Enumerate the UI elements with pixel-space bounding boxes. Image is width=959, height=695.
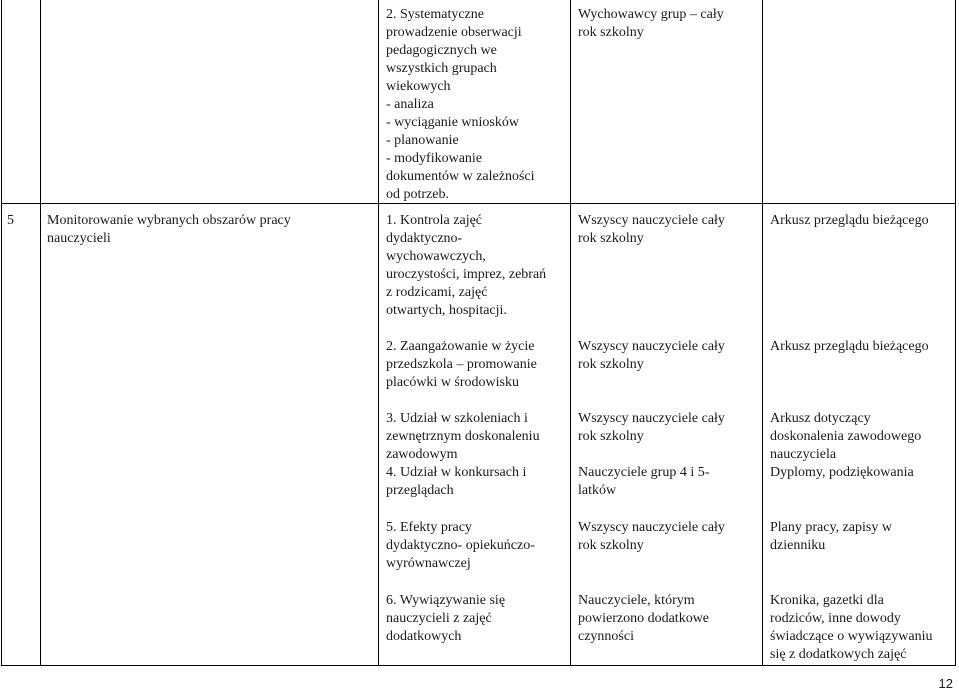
responsible-2: Wszyscy nauczyciele cały rok szkolny (578, 339, 725, 372)
table-border-bottom (1, 665, 956, 666)
responsible-6: Nauczyciele, którym powierzono dodatkowe czynności (578, 593, 710, 644)
table-border-right (955, 0, 956, 665)
table-border-left (1, 0, 2, 665)
responsible-1: Wszyscy nauczyciele cały rok szkolny (578, 213, 725, 246)
activity-3-4: 3. Udział w szkoleniach i zewnętrznym doskonaleniu zawodowym 4. Udział w konkursach i przeglądach (386, 411, 540, 498)
table-divider-4 (762, 0, 763, 665)
responsible-5: Wszyscy nauczyciele cały rok szkolny (578, 520, 725, 553)
activity-5: 5. Efekty pracy dydaktyczno- opiekuńczo- wyrównawczej (386, 520, 535, 571)
row-number: 5 (7, 213, 14, 228)
evidence-6: Kronika, gazetki dla rodziców, inne dowody świadczące o wywiązywaniu się z dodatkowych zajęć (770, 593, 933, 662)
page-number: 12 (938, 676, 953, 691)
activity-systematic-observation: 2. Systematyczne prowadzenie obserwacji pedagogicznych we wszystkich grupach wiekowych - analiza - wyciąganie wniosków - planowanie - modyfikowanie dokumentów w zależności od potrzeb. (386, 7, 535, 202)
responsible-teachers-groups: Wychowawcy grup – cały rok szkolny (578, 7, 724, 40)
activity-2: 2. Zaangażowanie w życie przedszkola – promowanie placówki w środowisku (386, 339, 537, 390)
table-divider-2 (378, 0, 379, 665)
evidence-2: Arkusz przeglądu bieżącego (770, 339, 929, 354)
responsible-3-4: Wszyscy nauczyciele cały rok szkolny Nauczyciele grup 4 i 5- latków (578, 411, 725, 498)
evidence-3-4: Arkusz dotyczący doskonalenia zawodowego nauczyciela Dyplomy, podziękowania (770, 411, 922, 480)
activity-6: 6. Wywiązywanie się nauczycieli z zajęć dodatkowych (386, 593, 506, 644)
activity-1: 1. Kontrola zajęć dydaktyczno- wychowawczych, uroczystości, imprez, zebrań z rodzicami, zajęć otwartych, hospitacji. (386, 213, 547, 318)
evidence-1: Arkusz przeglądu bieżącego (770, 213, 929, 228)
table-divider-3 (570, 0, 571, 665)
evidence-5: Plany pracy, zapisy w dzienniku (770, 520, 892, 553)
table-divider-1 (40, 0, 41, 665)
monitoring-area: Monitorowanie wybranych obszarów pracy nauczycieli (47, 213, 291, 246)
